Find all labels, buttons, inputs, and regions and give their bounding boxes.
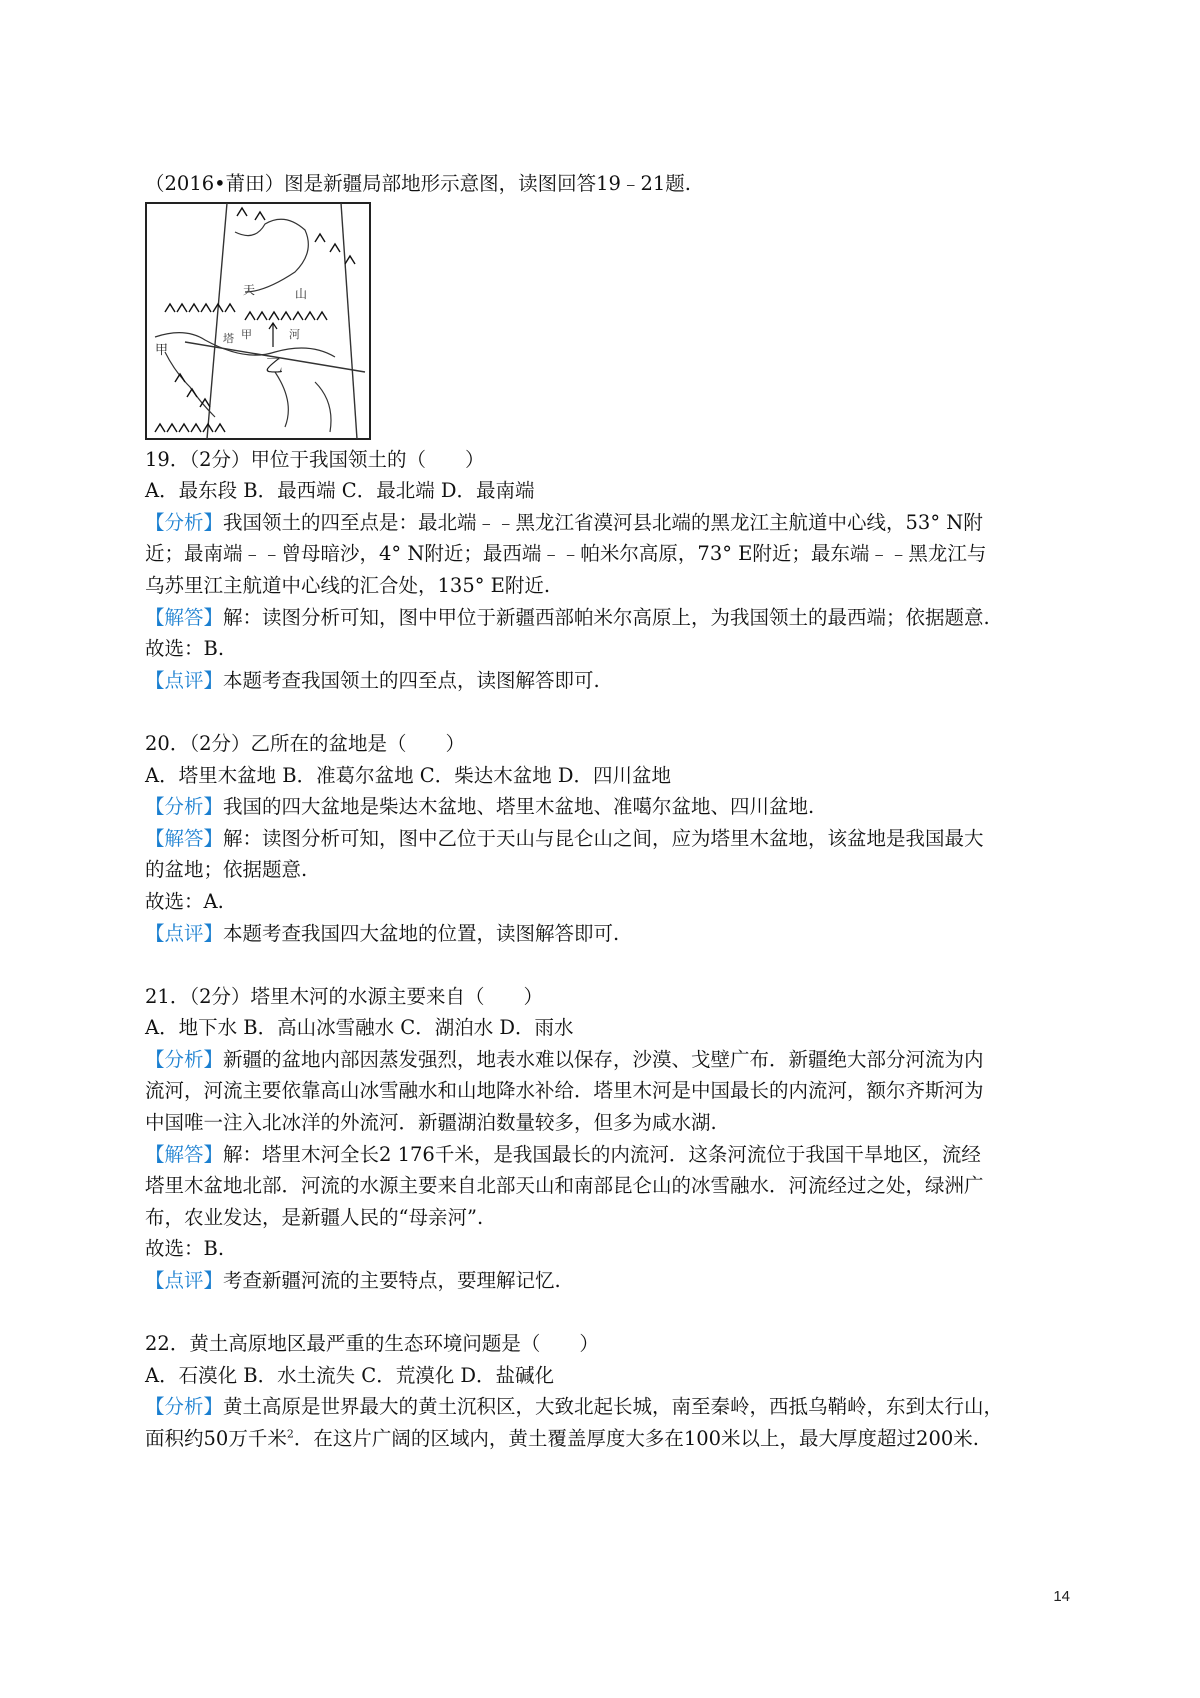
tag-fenxi: 【分析】 [145, 1395, 224, 1419]
q21-analysis-3: 中国唯一注入北冰洋的外流河．新疆湖泊数量较多，但多为咸水湖. [145, 1111, 717, 1135]
q22-analysis-1: 【分析】黄土高原是世界最大的黄土沉积区，大致北起长城，南至秦岭，西抵乌鞘岭，东到太行山， [145, 1395, 1004, 1419]
map-label-ta: 塔 [223, 331, 234, 345]
tag-dianping: 【点评】 [145, 1269, 224, 1293]
q22-options: A．石漠化 B．水土流失 C．荒漠化 D．盐碱化 [145, 1363, 555, 1387]
xinjiang-terrain-map [145, 202, 371, 440]
q21-solution-3: 布，农业发达，是新疆人民的“母亲河”. [145, 1205, 484, 1229]
document-body [145, 168, 1075, 1455]
q20-solution-1: 【解答】解：读图分析可知，图中乙位于天山与昆仑山之间，应为塔里木盆地，该盆地是我国最大 [145, 826, 984, 850]
q20-analysis: 【分析】我国的四大盆地是柴达木盆地、塔里木盆地、准噶尔盆地、四川盆地. [145, 795, 815, 819]
q19-options: A．最东段 B．最西端 C．最北端 D．最南端 [145, 479, 535, 503]
q20-stem: 20．（2分）乙所在的盆地是（ ） [145, 731, 465, 755]
q21-options: A．地下水 B．高山冰雪融水 C．湖泊水 D．雨水 [145, 1016, 574, 1040]
tag-jieda: 【解答】 [145, 826, 224, 850]
map-label-he: 河 [289, 327, 300, 341]
q19-analysis-2: 近；最南端﹣﹣曾母暗沙，4° N附近；最西端﹣﹣帕米尔高原，73° E附近；最东端﹣﹣黑龙江与 [145, 542, 987, 566]
q21-solution-1: 【解答】解：塔里木河全长2 176千米，是我国最长的内流河．这条河流位于我国干旱地区，流经 [145, 1142, 981, 1166]
q20-solution-2: 的盆地；依据题意. [145, 858, 308, 882]
q22-analysis-2: 面积约50万千米$^2$．在这片广阔的区域内，黄土覆盖厚度大多在100米以上，最大厚度超过200米. [145, 1427, 979, 1450]
q19-solution: 【解答】解：读图分析可知，图中甲位于新疆西部帕米尔高原上，为我国领土的最西端；依据题意. [145, 605, 990, 629]
tag-fenxi: 【分析】 [145, 1047, 224, 1071]
intro-text: （2016•莆田）图是新疆局部地形示意图，读图回答19﹣21题. [145, 172, 691, 195]
map-label-shan: 山 [295, 286, 308, 301]
q21-analysis-1: 【分析】新疆的盆地内部因蒸发强烈，地表水难以保存，沙漠、戈壁广布．新疆绝大部分河流为内 [145, 1047, 984, 1071]
tag-dianping: 【点评】 [145, 921, 224, 945]
map-label-yi: 乙 [265, 355, 283, 377]
map-label-tian: 天 [243, 282, 256, 297]
q19-stem: 19．（2分）甲位于我国领土的（ ） [145, 447, 485, 471]
q21-answer: 故选：B. [145, 1237, 225, 1261]
q21-stem: 21．（2分）塔里木河的水源主要来自（ ） [145, 984, 543, 1008]
map-label-jia-river: 甲 [241, 327, 252, 341]
superscript-2: 2 [286, 1427, 294, 1441]
map-label-jia: 甲 [155, 342, 169, 358]
tag-jieda: 【解答】 [145, 1142, 224, 1166]
q19-answer: 故选：B. [145, 637, 225, 661]
tag-jieda: 【解答】 [145, 605, 224, 629]
q19-comment: 【点评】本题考查我国领土的四至点，读图解答即可. [145, 668, 600, 692]
tag-dianping: 【点评】 [145, 668, 224, 692]
q21-comment: 【点评】考查新疆河流的主要特点，要理解记忆. [145, 1269, 561, 1293]
q21-solution-2: 塔里木盆地北部．河流的水源主要来自北部天山和南部昆仑山的冰雪融水．河流经过之处，绿洲广 [145, 1174, 984, 1198]
tag-fenxi: 【分析】 [145, 510, 224, 534]
q20-options: A．塔里木盆地 B．准葛尔盆地 C．柴达木盆地 D．四川盆地 [145, 763, 672, 787]
tag-fenxi: 【分析】 [145, 795, 224, 819]
q21-analysis-2: 流河，河流主要依靠高山冰雪融水和山地降水补给．塔里木河是中国最长的内流河，额尔齐斯河为 [145, 1079, 984, 1103]
q20-answer: 故选：A. [145, 889, 224, 913]
q20-comment: 【点评】本题考查我国四大盆地的位置，读图解答即可. [145, 921, 620, 945]
q22-stem: 22．黄土高原地区最严重的生态环境问题是（ ） [145, 1332, 599, 1356]
q19-analysis-1: 【分析】我国领土的四至点是：最北端﹣﹣黑龙江省漠河县北端的黑龙江主航道中心线，53° N附 [145, 510, 983, 534]
q19-analysis-3: 乌苏里江主航道中心线的汇合处，135° E附近. [145, 573, 551, 597]
page-number: 14 [1053, 1588, 1070, 1605]
